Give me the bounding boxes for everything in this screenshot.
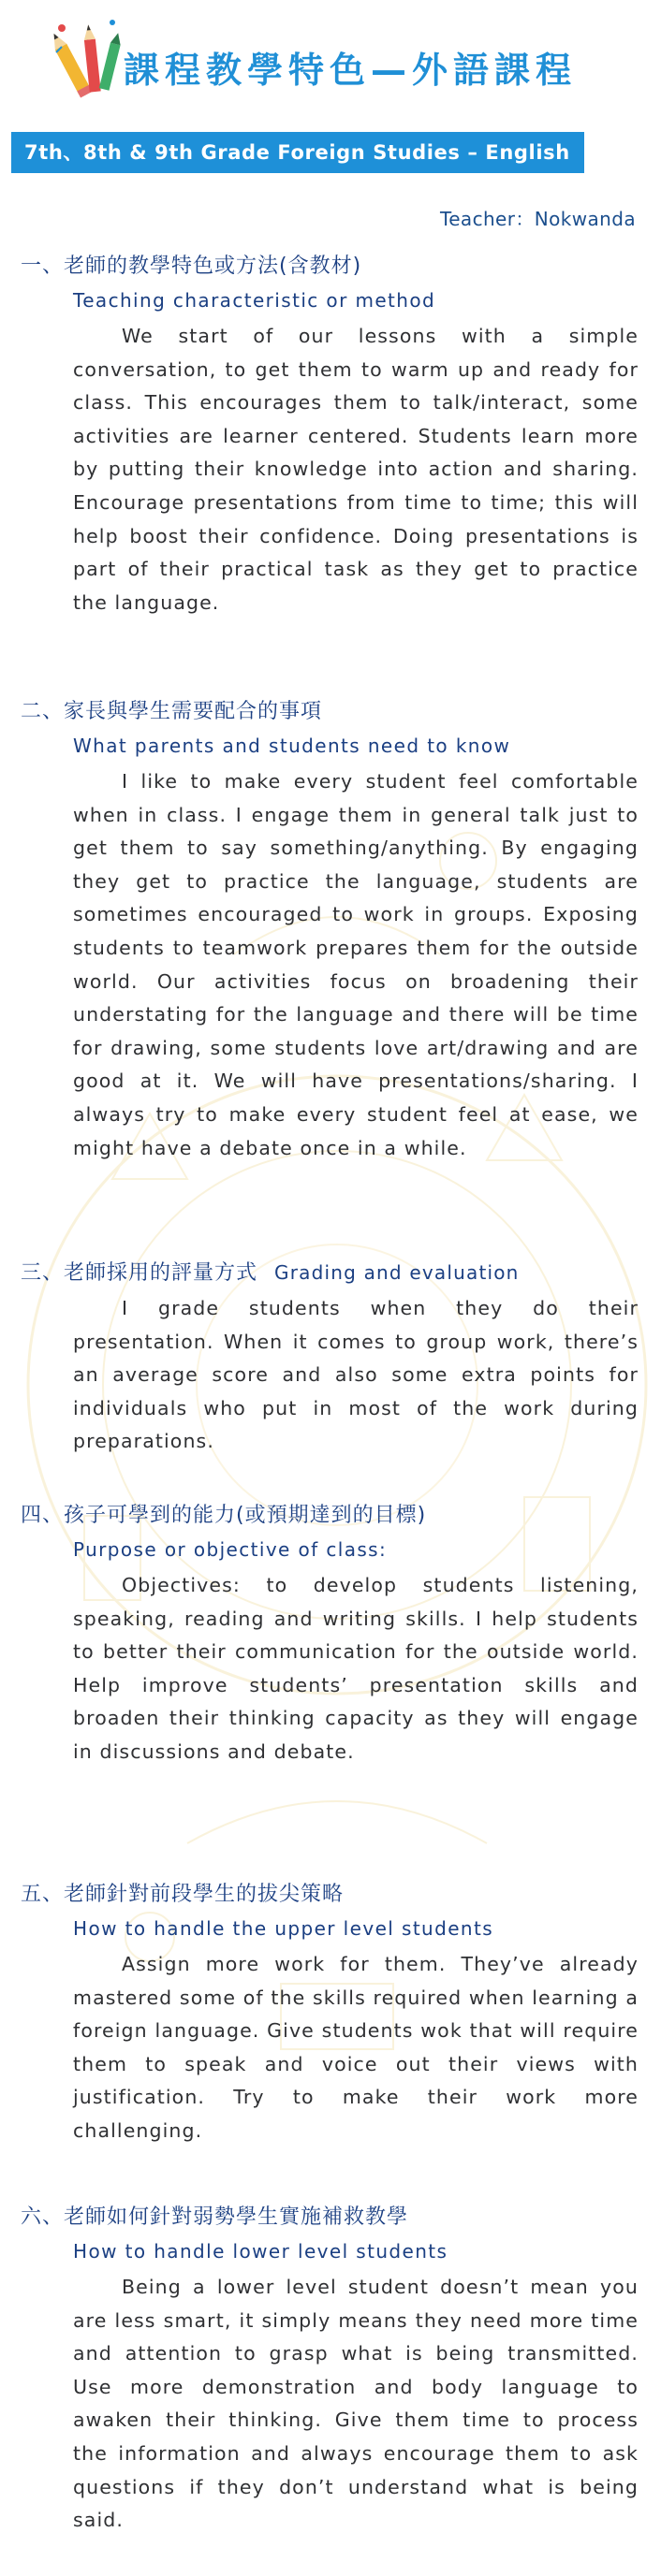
section-heading: [21, 1259, 520, 1288]
section-heading-text: 三、老師採用的評量方式: [21, 1261, 258, 1285]
grade-banner: 7th、8th & 9th Grade Foreign Studies – English: [11, 132, 584, 173]
section-subheading: Grading and evaluation: [274, 1261, 520, 1284]
section-subheading: How to handle lower level students: [73, 2240, 448, 2263]
section-subheading: Teaching characteristic or method: [73, 289, 436, 312]
section-heading: 六、老師如何針對弱勢學生實施補救教學: [21, 2205, 409, 2229]
section-heading: 二、家長與學生需要配合的事項: [21, 700, 323, 723]
section-body: Assign more work for them. They’ve already mastered some of the skills required when learning a foreign language. Give students wok that will require them to speak and voice out their views with justification. Try to make their work more challenging.: [73, 1953, 639, 2142]
section-body: I like to make every student feel comfortable when in class. I engage them in general talk just to get them to say something/anything. By engaging they get to practice the language, students are sometimes encouraged to work in groups. Exposing students to teamwork prepares them for the outside world. Our activities focus on broadening their understating for the language and there will be time for drawing, some students love art/drawing and are good at it. We will have presentations/sharing. I always try to make every student feel at ease, we might have a debate once in a while.: [73, 770, 639, 1159]
section-body: We start of our lessons with a simple conversation, to get them to warm up and ready for class. This encourages them to talk/interact, some activities are learner centered. Students learn more by putting their knowledge into action and sharing. Encourage presentations from time to time; this will help boost their confidence. Doing presentations is part of their practical task as they get to practice the language.: [73, 325, 639, 614]
section-heading: 五、老師針對前段學生的拔尖策略: [21, 1883, 345, 1906]
section-body: I grade students when they do their presentation. When it comes to group work, there’s an average score and also some extra points for individuals who put in most of the work during preparations.: [73, 1297, 639, 1453]
teacher-name: Teacher：Nokwanda: [440, 208, 636, 230]
section-body: Objectives: to develop students listening, speaking, reading and writing skills. I help students to better their communication for the outside world. Help improve students’ presentation skills and broaden their thinking capacity as they will engage in discussions and debate.: [73, 1574, 639, 1763]
section-subheading: How to handle the upper level students: [73, 1917, 494, 1940]
section-subheading: Purpose or objective of class:: [73, 1538, 388, 1561]
section-heading: 一、老師的教學特色或方法(含教材): [21, 255, 362, 278]
page-title: 課程教學特色—外語課程: [124, 50, 578, 91]
section-heading: 四、孩子可學到的能力(或預期達到的目標): [21, 1504, 427, 1527]
header: [0, 0, 661, 131]
pencils-icon: [52, 15, 124, 101]
section-subheading: What parents and students need to know: [73, 735, 511, 757]
section-body: Being a lower level student doesn’t mean you are less smart, it simply means they need more time and attention to grasp what is being transmitted. Use more demonstration and body language to awaken their thinking. Give them time to process the information and always encourage them to ask questions if they don’t understand what is being said.: [73, 2276, 639, 2532]
